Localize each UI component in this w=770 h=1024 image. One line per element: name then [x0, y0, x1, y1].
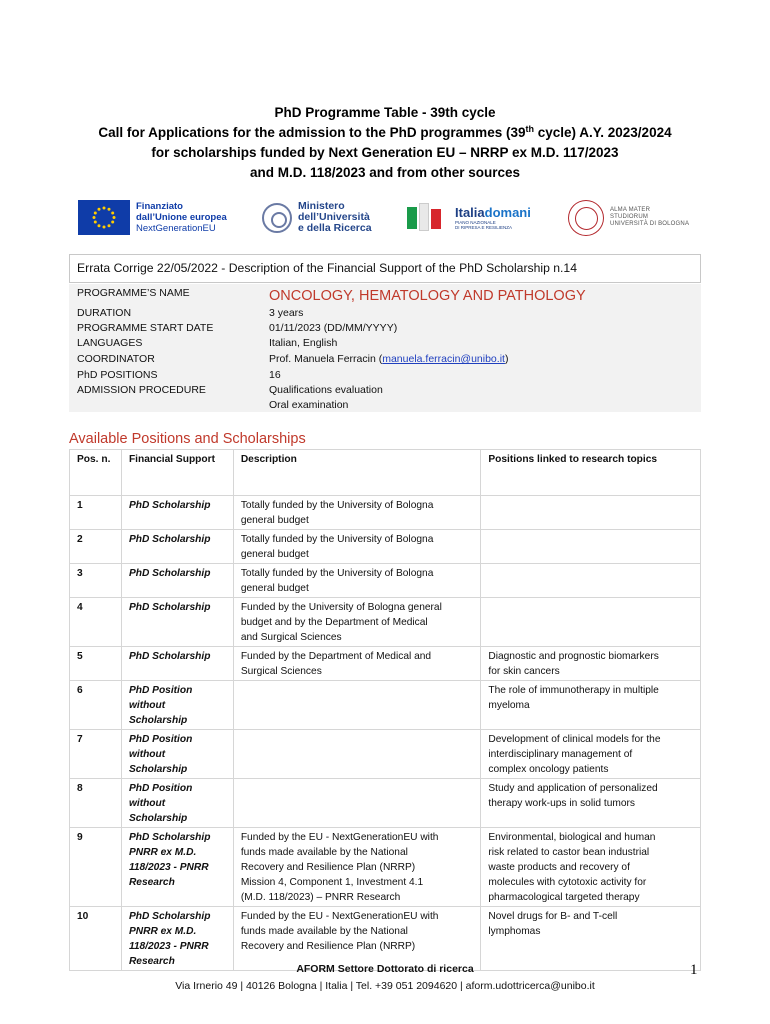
cell-financial-support-line: PhD Scholarship: [128, 568, 211, 579]
cell-description: [233, 779, 481, 828]
start-date-value: 01/11/2023 (DD/MM/YYYY): [269, 322, 398, 334]
cell-financial-support-line: Scholarship: [128, 813, 188, 824]
cell-research-topic: [481, 598, 701, 647]
cell-pos-number: 8: [70, 779, 122, 828]
info-row-coordinator: [69, 352, 701, 367]
cell-description: [233, 564, 481, 598]
title-line-2: Call for Applications for the admission to the PhD programmes (39th cycle) A.Y. 2023/2024: [98, 124, 672, 140]
italian-flag-icon: [405, 201, 451, 235]
table-row: [70, 681, 701, 730]
cell-pos-number: 2: [70, 530, 122, 564]
cell-description-line: Surgical Sciences: [240, 666, 322, 677]
footer-line-2: Via Irnerio 49 | 40126 Bologna | Italia | Tel. +39 051 2094620 | aform.udottricerca@unibo.it: [175, 980, 595, 992]
cell-research-topic-line: complex oncology patients: [488, 764, 609, 775]
cell-financial-support: [121, 564, 233, 598]
italiadomani-line-1: PIANO NAZIONALE: [455, 219, 496, 225]
cell-description: [233, 598, 481, 647]
cell-description-line: Totally funded by the University of Bologna: [240, 568, 434, 579]
cell-description: [233, 647, 481, 681]
italiadomani-line-2: DI RIPRESA E RESILIENZA: [455, 224, 513, 230]
title-line-4: and M.D. 118/2023 and from other sources: [249, 165, 521, 180]
cell-description-line: general budget: [240, 583, 309, 594]
cell-research-topic: [481, 779, 701, 828]
table-row: [70, 564, 701, 598]
logo-bar: [78, 195, 690, 240]
table-row: [70, 598, 701, 647]
start-date-label: PROGRAMME START DATE: [77, 322, 214, 334]
cell-financial-support-line: PhD Scholarship: [128, 500, 211, 511]
document-title: [20, 103, 750, 183]
cell-pos-number: 9: [70, 828, 122, 907]
info-row-admission: [69, 383, 701, 413]
cell-financial-support: [121, 681, 233, 730]
info-row-languages: [69, 336, 701, 351]
cell-description-line: Recovery and Resilience Plan (NRRP): [240, 941, 416, 952]
cell-description-line: budget and by the Department of Medical: [240, 617, 428, 628]
languages-label: LANGUAGES: [77, 337, 143, 349]
table-row: [70, 647, 701, 681]
mur-logo-line-3: e della Ricerca: [298, 222, 372, 234]
phd-positions-value: 16: [269, 369, 281, 381]
mur-logo-line-2: dell’Università: [298, 211, 370, 223]
cell-pos-number: 10: [70, 907, 122, 971]
cell-financial-support-line: Research: [128, 956, 175, 967]
title-line-3: for scholarships funded by Next Generation EU – NRRP ex M.D. 117/2023: [151, 145, 619, 160]
info-row-name: [69, 286, 701, 308]
cell-research-topic-line: myeloma: [488, 700, 530, 711]
cell-financial-support-line: Scholarship: [128, 715, 188, 726]
cell-description-line: Totally funded by the University of Bologna: [240, 534, 434, 545]
info-row-duration: [69, 306, 701, 321]
cell-description: [233, 828, 481, 907]
cell-description-line: Funded by the Department of Medical and: [240, 651, 432, 662]
cell-financial-support: [121, 779, 233, 828]
section-title: Available Positions and Scholarships: [69, 431, 306, 447]
admission-value: Qualifications evaluation Oral examination: [269, 384, 383, 411]
cell-description-line: Mission 4, Component 1, Investment 4.1: [240, 877, 424, 888]
cell-research-topic: [481, 530, 701, 564]
positions-table: [69, 449, 701, 971]
cell-research-topic-line: Novel drugs for B- and T-cell: [488, 911, 618, 922]
cell-financial-support-line: PhD Scholarship: [128, 832, 211, 843]
cell-financial-support: [121, 496, 233, 530]
table-row: [70, 828, 701, 907]
cell-pos-number: 4: [70, 598, 122, 647]
eu-flag-icon: [78, 200, 130, 235]
eu-logo-line-1: Finanziato: [136, 201, 183, 212]
cell-research-topic: [481, 496, 701, 530]
cell-financial-support-line: without: [128, 749, 166, 760]
coordinator-label: COORDINATOR: [77, 353, 155, 365]
info-row-positions: [69, 368, 701, 383]
page-number: 1: [690, 962, 698, 978]
cell-description-line: funds made available by the National: [240, 926, 408, 937]
table-row: [70, 779, 701, 828]
cell-description-line: Recovery and Resilience Plan (NRRP): [240, 862, 416, 873]
italiadomani-logo: [405, 195, 531, 240]
duration-value: 3 years: [269, 307, 304, 319]
cell-research-topic: [481, 647, 701, 681]
cell-financial-support-line: Research: [128, 877, 175, 888]
cell-financial-support-line: PhD Scholarship: [128, 651, 211, 662]
cell-research-topic-line: Environmental, biological and human: [488, 832, 656, 843]
cell-pos-number: 1: [70, 496, 122, 530]
republic-emblem-icon: [262, 203, 292, 233]
cell-research-topic-line: interdisciplinary management of: [488, 749, 633, 760]
cell-research-topic-line: for skin cancers: [488, 666, 560, 677]
eu-logo: [78, 195, 227, 240]
cell-pos-number: 3: [70, 564, 122, 598]
cell-financial-support-line: PhD Scholarship: [128, 911, 211, 922]
unibo-seal-icon: [568, 200, 604, 236]
cell-description-line: funds made available by the National: [240, 847, 408, 858]
programme-name-label: PROGRAMME’S NAME: [77, 287, 190, 299]
mur-logo-line-1: Ministero: [298, 200, 345, 212]
cell-financial-support-line: without: [128, 798, 166, 809]
cell-financial-support: [121, 828, 233, 907]
italiadomani-name: Italiadomani: [455, 204, 531, 220]
cell-description-line: Funded by the University of Bologna general: [240, 602, 442, 613]
cell-pos-number: 5: [70, 647, 122, 681]
cell-financial-support-line: PhD Position: [128, 783, 193, 794]
cell-pos-number: 7: [70, 730, 122, 779]
cell-research-topic-line: therapy work-ups in solid tumors: [488, 798, 636, 809]
cell-research-topic: [481, 828, 701, 907]
table-row: [70, 496, 701, 530]
errata-corrige-box: Errata Corrige 22/05/2022 - Description of the Financial Support of the PhD Scholarship n.14: [69, 254, 701, 283]
cell-financial-support-line: PhD Position: [128, 734, 193, 745]
header-description: Description: [233, 450, 481, 496]
languages-value: Italian, English: [269, 337, 338, 349]
eu-logo-line-3: NextGenerationEU: [136, 223, 216, 234]
cell-description: [233, 681, 481, 730]
cell-research-topic-line: The role of immunotherapy in multiple: [488, 685, 659, 696]
cell-description-line: general budget: [240, 515, 309, 526]
cell-research-topic: [481, 730, 701, 779]
cell-description-line: general budget: [240, 549, 309, 560]
page-footer: [0, 961, 770, 995]
table-header-row: [70, 450, 701, 496]
cell-financial-support: [121, 598, 233, 647]
cell-description-line: Funded by the EU - NextGenerationEU with: [240, 911, 439, 922]
duration-label: DURATION: [77, 307, 132, 319]
cell-description-line: Funded by the EU - NextGenerationEU with: [240, 832, 439, 843]
header-research-topics: Positions linked to research topics: [481, 450, 701, 496]
programme-name-value: ONCOLOGY, HEMATOLOGY AND PATHOLOGY: [269, 288, 586, 304]
cell-research-topic-line: waste products and recovery of: [488, 862, 630, 873]
cell-research-topic-line: Development of clinical models for the: [488, 734, 661, 745]
cell-research-topic-line: pharmacological targeted therapy: [488, 892, 640, 903]
cell-description-line: and Surgical Sciences: [240, 632, 342, 643]
cell-financial-support-line: PhD Scholarship: [128, 602, 211, 613]
header-financial-support: Financial Support: [121, 450, 233, 496]
info-row-start: [69, 321, 701, 336]
cell-financial-support-line: PhD Position: [128, 685, 193, 696]
table-body: [70, 496, 701, 971]
footer-line-1: AFORM Settore Dottorato di ricerca: [296, 963, 474, 975]
cell-research-topic-line: Diagnostic and prognostic biomarkers: [488, 651, 659, 662]
cell-financial-support-line: 118/2023 - PNRR: [128, 941, 209, 952]
unibo-logo-line-2: UNIVERSITÀ DI BOLOGNA: [609, 221, 690, 227]
cell-financial-support-line: PhD Scholarship: [128, 534, 211, 545]
cell-financial-support-line: without: [128, 700, 166, 711]
programme-info-table: [69, 284, 701, 412]
eu-logo-line-2: dall’Unione europea: [136, 212, 227, 223]
admission-label: ADMISSION PROCEDURE: [77, 384, 206, 396]
cell-financial-support-line: PNRR ex M.D.: [128, 926, 197, 937]
header-pos: Pos. n.: [70, 450, 122, 496]
table-row: [70, 530, 701, 564]
unibo-logo: [568, 195, 690, 240]
cell-research-topic-line: lymphomas: [488, 926, 541, 937]
cell-financial-support-line: PNRR ex M.D.: [128, 847, 197, 858]
table-row: [70, 730, 701, 779]
cell-pos-number: 6: [70, 681, 122, 730]
cell-description-line: Totally funded by the University of Bologna: [240, 500, 434, 511]
cell-description: [233, 530, 481, 564]
cell-description: [233, 730, 481, 779]
cell-research-topic: [481, 564, 701, 598]
cell-research-topic-line: molecules with cytotoxic activity for: [488, 877, 647, 888]
coordinator-email-link[interactable]: manuela.ferracin@unibo.it: [382, 353, 505, 365]
cell-financial-support-line: 118/2023 - PNRR: [128, 862, 209, 873]
cell-research-topic-line: risk related to castor bean industrial: [488, 847, 650, 858]
unibo-logo-line-1: ALMA MATER STUDIORUM: [609, 207, 651, 220]
cell-research-topic: [481, 681, 701, 730]
cell-financial-support: [121, 730, 233, 779]
cell-description-line: (M.D. 118/2023) – PNRR Research: [240, 892, 401, 903]
cell-research-topic-line: Study and application of personalized: [488, 783, 658, 794]
phd-positions-label: PhD POSITIONS: [77, 369, 158, 381]
cell-financial-support: [121, 530, 233, 564]
cell-financial-support-line: Scholarship: [128, 764, 188, 775]
cell-financial-support: [121, 647, 233, 681]
coordinator-value: Prof. Manuela Ferracin (manuela.ferracin@unibo.it): [269, 353, 509, 365]
title-line-1: PhD Programme Table - 39th cycle: [274, 105, 496, 120]
mur-logo: [262, 195, 372, 240]
cell-description: [233, 496, 481, 530]
